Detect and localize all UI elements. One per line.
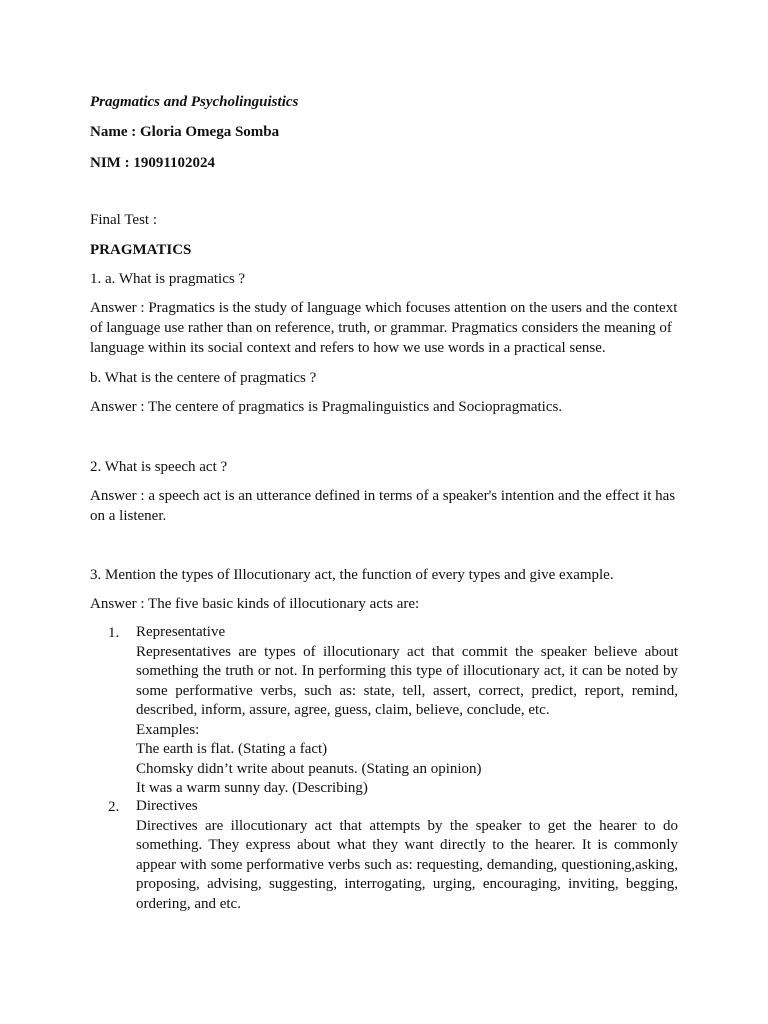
- list-item-number: 2.: [108, 799, 120, 815]
- example-line: Chomsky didn’t write about peanuts. (Stating an opinion): [136, 760, 482, 777]
- student-name: Name : Gloria Omega Somba: [90, 124, 280, 140]
- list-item-description: Representatives are types of illocutionary act that commit the speaker believe about something the truth or not. In performing this type of illocutionary act, it can be noted by some performative verbs, such as: state, tell, assert, correct, predict, report, remind, described, inform, assure, agree, guess, claim, believe, conclude, etc.: [136, 643, 678, 718]
- section-title: PRAGMATICS: [90, 242, 192, 258]
- examples-label: Examples:: [136, 721, 200, 738]
- student-nim: NIM : 19091102024: [90, 155, 215, 171]
- answer-3: Answer : The five basic kinds of illocutionary acts are:: [90, 596, 420, 612]
- example-line: The earth is flat. (Stating a fact): [136, 741, 328, 757]
- list-item-number: 1.: [108, 625, 120, 641]
- list-item-description: Directives are illocutionary act that attempts by the speaker to get the hearer to do something. They express about what they want directly to the hearer. It is commonly appear with some performative verbs such as: requesting, demanding, questioning,asking, proposing, advising, suggesting, interrogating, urging, encouraging, inviting, begging, ordering, and etc.: [136, 817, 678, 912]
- list-item: [136, 623, 678, 799]
- question-1a: 1. a. What is pragmatics ?: [90, 271, 246, 287]
- list-item-title: Directives: [136, 798, 198, 814]
- question-1b: b. What is the centere of pragmatics ?: [90, 370, 317, 386]
- final-test-label: Final Test :: [90, 212, 158, 228]
- answer-1b: Answer : The centere of pragmatics is Pragmalinguistics and Sociopragmatics.: [90, 399, 563, 415]
- list-item: [136, 797, 678, 914]
- question-2: 2. What is speech act ?: [90, 459, 228, 475]
- answer-2: Answer : a speech act is an utterance defined in terms of a speaker's intention and the effect it has on a listener.: [90, 488, 676, 524]
- list-item-title: Representative: [136, 624, 226, 640]
- course-title: Pragmatics and Psycholinguistics: [90, 94, 299, 110]
- example-line: It was a warm sunny day. (Describing): [136, 780, 368, 796]
- question-3: 3. Mention the types of Illocutionary act, the function of every types and give example.: [90, 567, 614, 583]
- answer-1a: Answer : Pragmatics is the study of language which focuses attention on the users and the context of language use rather than on reference, truth, or grammar. Pragmatics considers the meaning of language within its social context and refers to how we use words in a practical sense.: [90, 300, 678, 356]
